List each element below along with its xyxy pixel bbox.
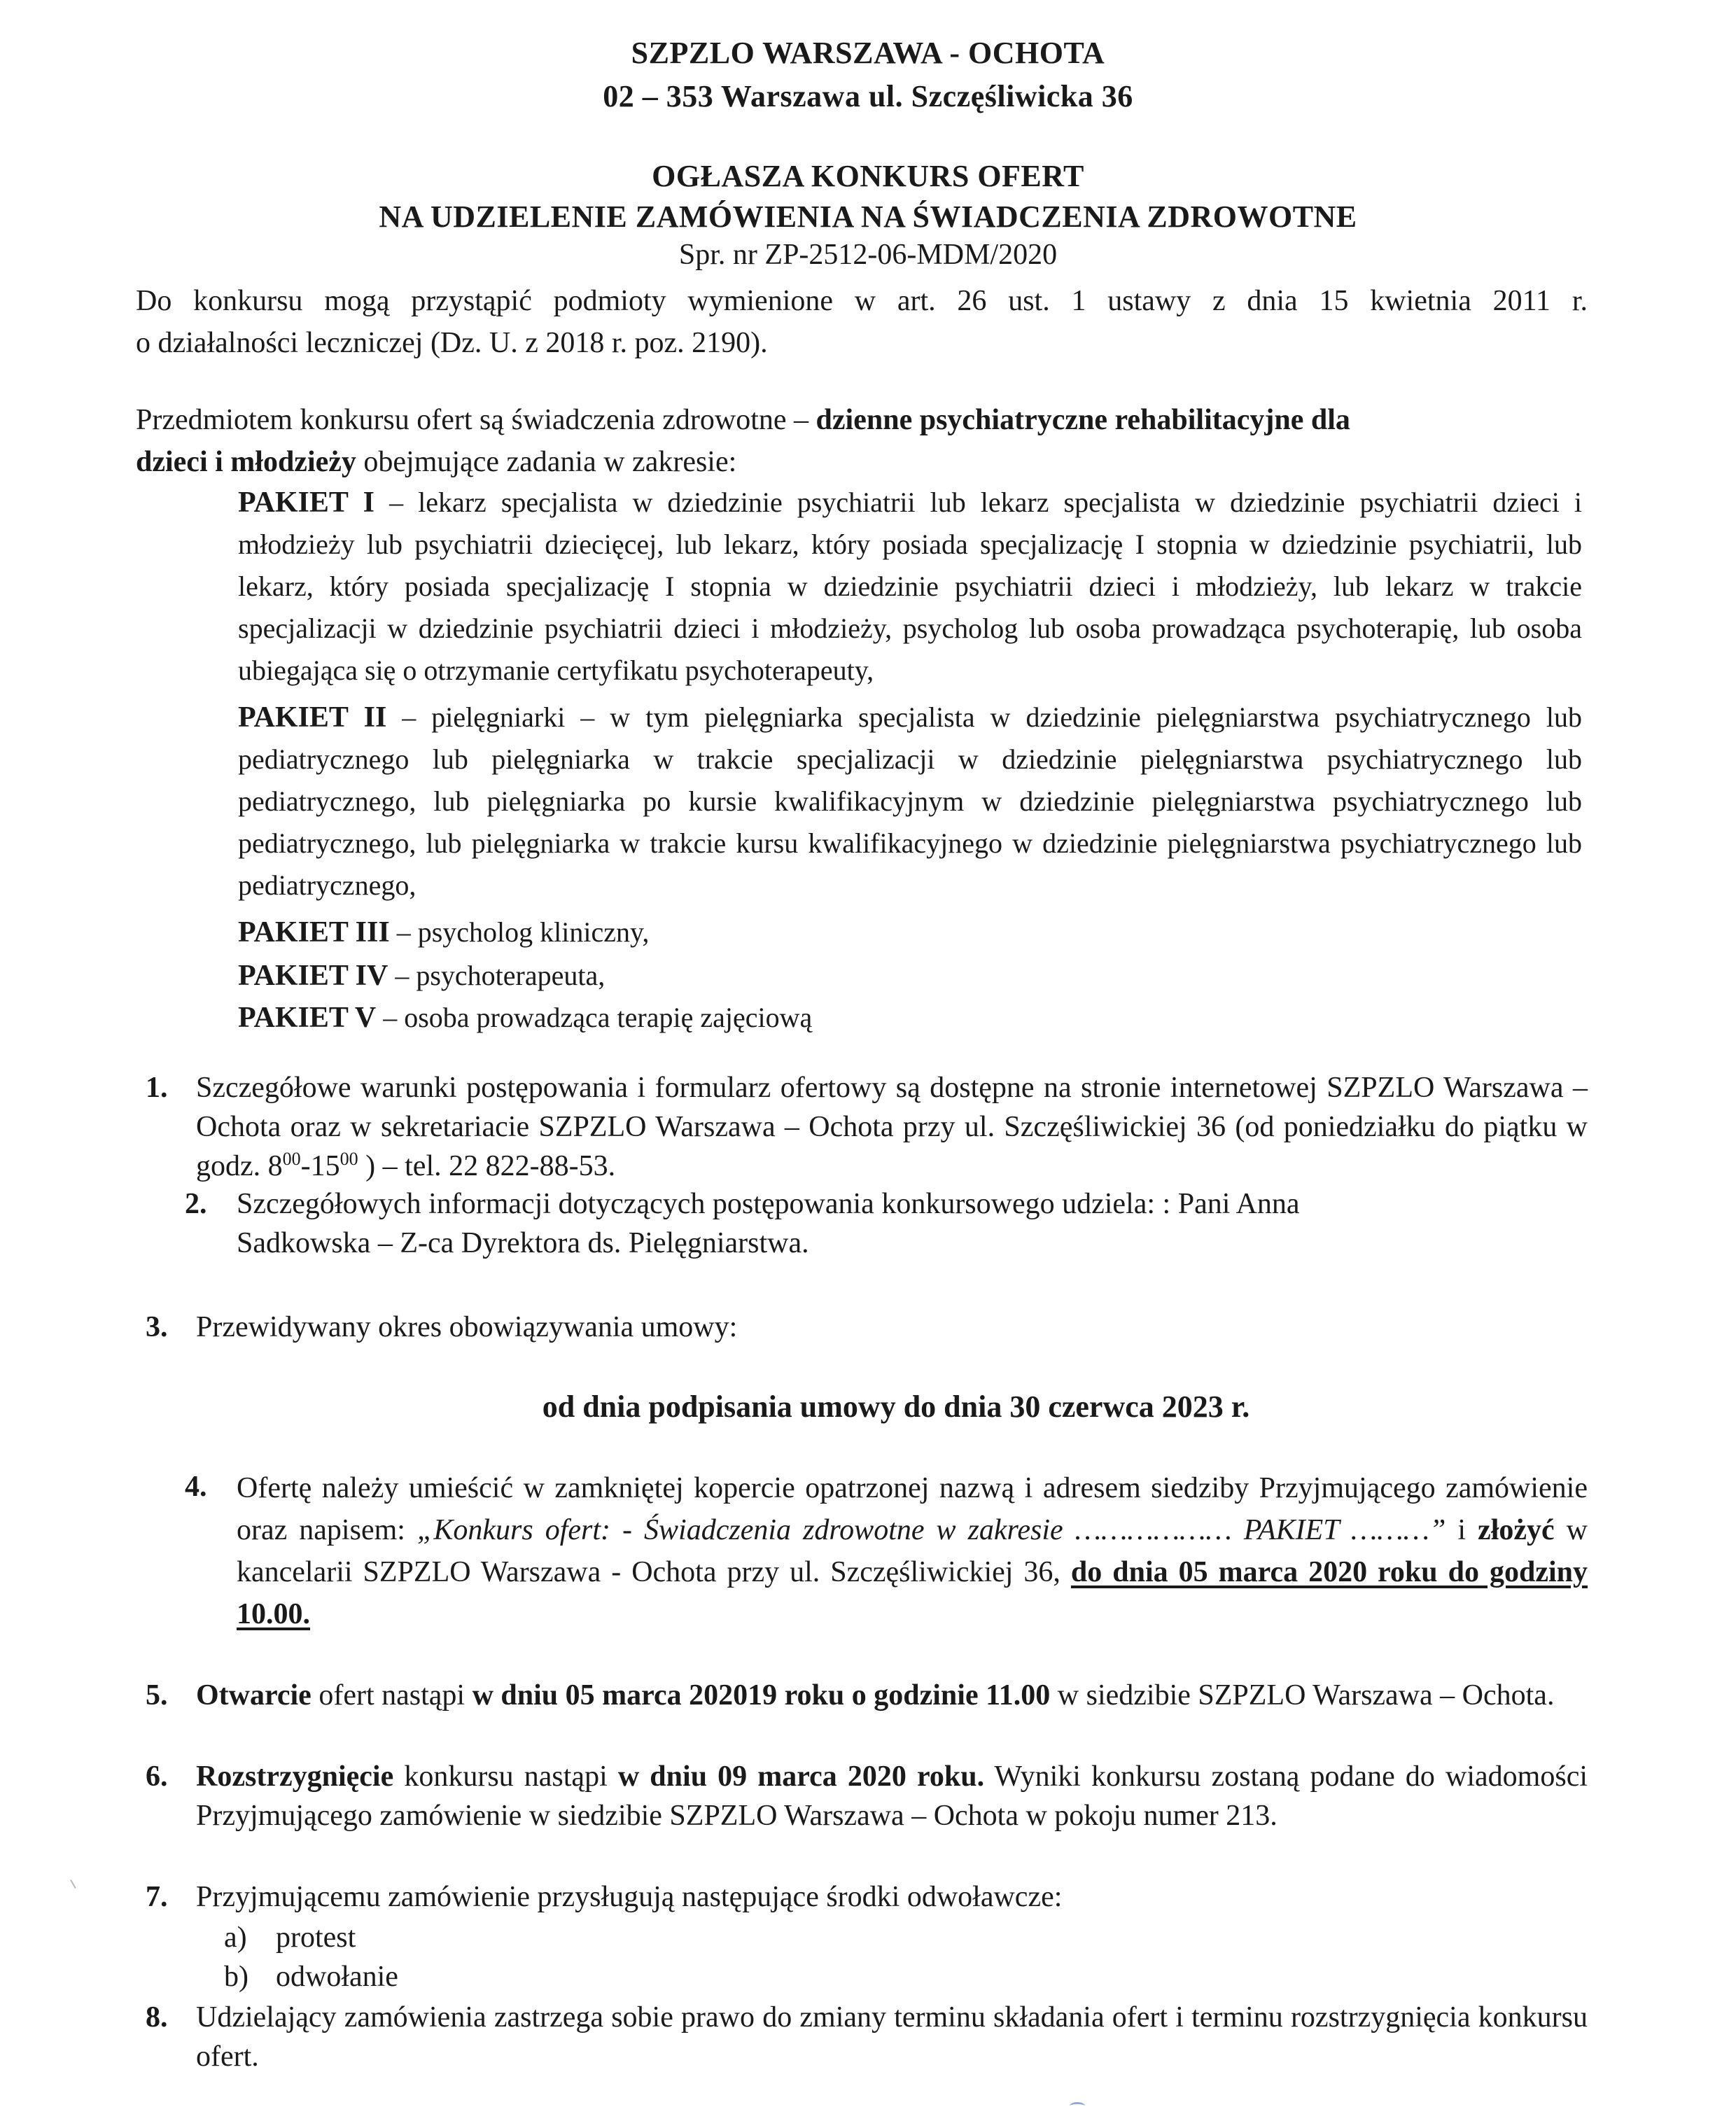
item-1-part: Szczegółowe warunki postępowania i formularz ofertowy są dostępne na stronie internetowej SZPZLO Warszawa – Ochota oraz w sekretariacie SZPZLO Warszawa – Ochota przy ul. Szczęśliwickiej 36 (od poniedziałku do piątku w godz. 8 — [196, 1072, 1588, 1182]
item-4-part: i — [1446, 1514, 1478, 1546]
time-superscript: 00 — [282, 1149, 301, 1169]
package-label: PAKIET II — [238, 701, 387, 734]
item-number-6: 6. — [146, 1760, 168, 1793]
item-4-part: Ofertę należy umieścić w zamkniętej kopercie opatrzonej nazwą i adresem siedziby Przyjmującego zamówienie oraz napisem: — [237, 1472, 1588, 1546]
appeal-option-b: odwołanie — [276, 1961, 398, 1993]
organization-address: 02 – 353 Warszawa ul. Szczęśliwicka 36 — [603, 79, 1133, 113]
item-6-bold: Rozstrzygnięcie — [196, 1760, 394, 1793]
package-text: – pielęgniarki – w tym pielęgniarka specjalista w dziedzinie pielęgniarstwa psychiatrycznego lub pediatrycznego lub pielęgniarka w trakcie specjalizacji w dziedzinie pielęgniarstwa psychiatrycznego lub pediatrycznego, lub pielęgniarka po kursie kwalifikacyjnym w dziedzinie pielęgniarstwa psychiatrycznego lub pediatrycznego, lub pielęgniarka w trakcie kursu kwalifikacyjnego w dziedzinie pielęgniarstwa psychiatrycznego lub pediatrycznego, — [238, 701, 1583, 901]
item-6-text — [196, 1757, 1588, 1835]
item-number-2: 2. — [185, 1188, 207, 1220]
scan-mark — [1070, 2102, 1085, 2110]
item-5-part: w siedzibie SZPZLO Warszawa – Ochota. — [1050, 1679, 1555, 1712]
item-5-text — [196, 1676, 1588, 1715]
item-6-part: konkursu nastąpi — [393, 1760, 618, 1793]
item-5-bold: Otwarcie — [196, 1679, 312, 1712]
item-1-part: -15 — [300, 1150, 340, 1182]
item-4-text — [237, 1467, 1588, 1635]
time-superscript: 00 — [340, 1149, 358, 1169]
subject-bold-2: dzieci i młodzieży — [136, 446, 356, 478]
case-number: Spr. nr ZP-2512-06-MDM/2020 — [678, 239, 1058, 271]
submission-deadline: do dnia 05 marca 2020 roku do godziny 10.00. — [237, 1556, 1588, 1630]
subject-paragraph — [136, 399, 1588, 483]
subject-prefix: Przedmiotem konkursu ofert są świadczenia zdrowotne – — [136, 404, 816, 436]
item-number-3: 3. — [146, 1311, 168, 1343]
item-2-text: Szczegółowych informacji dotyczących postępowania konkursowego udziela: : Pani Anna Sadkowska – Z-ca Dyrektora ds. Pielęgniarstwa. — [237, 1188, 1300, 1259]
appeal-option-a: protest — [276, 1921, 356, 1954]
subject-bold-1: dzienne psychiatryczne rehabilitacyjne dla — [816, 404, 1350, 436]
item-number-5: 5. — [146, 1679, 168, 1712]
item-number-1: 1. — [146, 1072, 168, 1104]
package-text: – psycholog kliniczny, — [389, 916, 650, 948]
intro-line-2: o działalności leczniczej (Dz. U. z 2018 r. poz. 2190). — [136, 327, 768, 359]
item-8-text: Udzielający zamówienia zastrzega sobie prawo do zmiany terminu składania ofert i terminu rozstrzygnięcia konkursu ofert. — [196, 2001, 1588, 2073]
package-label: PAKIET I — [238, 486, 375, 519]
item-number-7: 7. — [146, 1881, 168, 1913]
package-label: PAKIET IV — [238, 960, 388, 992]
item-number-4: 4. — [185, 1471, 207, 1503]
opening-date: w dniu 05 marca 202019 roku o godzinie 11.00 — [472, 1679, 1051, 1712]
resolution-date: w dniu 09 marca 2020 roku. — [617, 1760, 985, 1793]
package-5 — [238, 997, 1582, 1039]
package-1 — [238, 482, 1582, 692]
envelope-label-text: „Konkurs ofert: - Świadczenia zdrowotne w zakresie ……………… PAKIET ………” — [416, 1514, 1446, 1546]
package-text: – psychoterapeuta, — [388, 960, 606, 991]
contract-term: od dnia podpisania umowy do dnia 30 czerwca 2023 r. — [542, 1390, 1250, 1424]
intro-line-1: Do konkursu mogą przystąpić podmioty wymienione w art. 26 ust. 1 ustawy z dnia 15 kwietnia 2011 r. — [136, 285, 1588, 317]
organization-name: SZPZLO WARSZAWA - OCHOTA — [631, 36, 1105, 70]
appeal-option-a-label: a) — [224, 1921, 247, 1954]
package-text: – osoba prowadząca terapię zajęciową — [376, 1002, 813, 1033]
item-7-text: Przyjmującemu zamówienie przysługują następujące środki odwoławcze: — [196, 1881, 1063, 1913]
package-text: – lekarz specjalista w dziedzinie psychiatrii lub lekarz specjalista w dziedzinie psychiatrii dzieci i młodzieży lub psychiatrii dziecięcej, lub lekarz, który posiada specjalizację I stopnia w dziedzinie psychiatrii, lub lekarz, który posiada specjalizację I stopnia w dziedzinie psychiatrii dzieci i młodzieży, lub lekarz w trakcie specjalizacji w dziedzinie psychiatrii dzieci i młodzieży, psycholog lub osoba prowadząca psychoterapię, lub osoba ubiegająca się o otrzymanie certyfikatu psychoterapeuty, — [238, 486, 1582, 686]
item-number-8: 8. — [146, 2001, 168, 2033]
package-3 — [238, 911, 1582, 953]
item-1-part: ) – tel. 22 822-88-53. — [358, 1150, 616, 1182]
item-1-text — [196, 1068, 1588, 1186]
package-4 — [238, 955, 1582, 997]
announcement-title-1: OGŁASZA KONKURS OFERT — [652, 159, 1084, 193]
package-label: PAKIET III — [238, 916, 390, 948]
item-3-text: Przewidywany okres obowiązywania umowy: — [196, 1311, 738, 1343]
appeal-option-b-label: b) — [224, 1961, 248, 1993]
item-4-part: w kancelarii SZPZLO Warszawa - Ochota przy ul. Szczęśliwickiej 36, — [237, 1514, 1588, 1588]
item-4-bold: złożyć — [1478, 1514, 1555, 1546]
package-2 — [238, 696, 1582, 906]
item-6-part: Wyniki konkursu zostaną podane do wiadomości Przyjmującego zamówienie w siedzibie SZPZLO Warszawa – Ochota w pokoju numer 213. — [196, 1760, 1588, 1832]
announcement-title-2: NA UDZIELENIE ZAMÓWIENIA NA ŚWIADCZENIA ZDROWOTNE — [379, 200, 1357, 234]
scan-mark — [70, 1877, 80, 1889]
subject-suffix: obejmujące zadania w zakresie: — [356, 446, 737, 478]
package-label: PAKIET V — [238, 1002, 377, 1034]
item-5-part: ofert nastąpi — [311, 1679, 472, 1712]
